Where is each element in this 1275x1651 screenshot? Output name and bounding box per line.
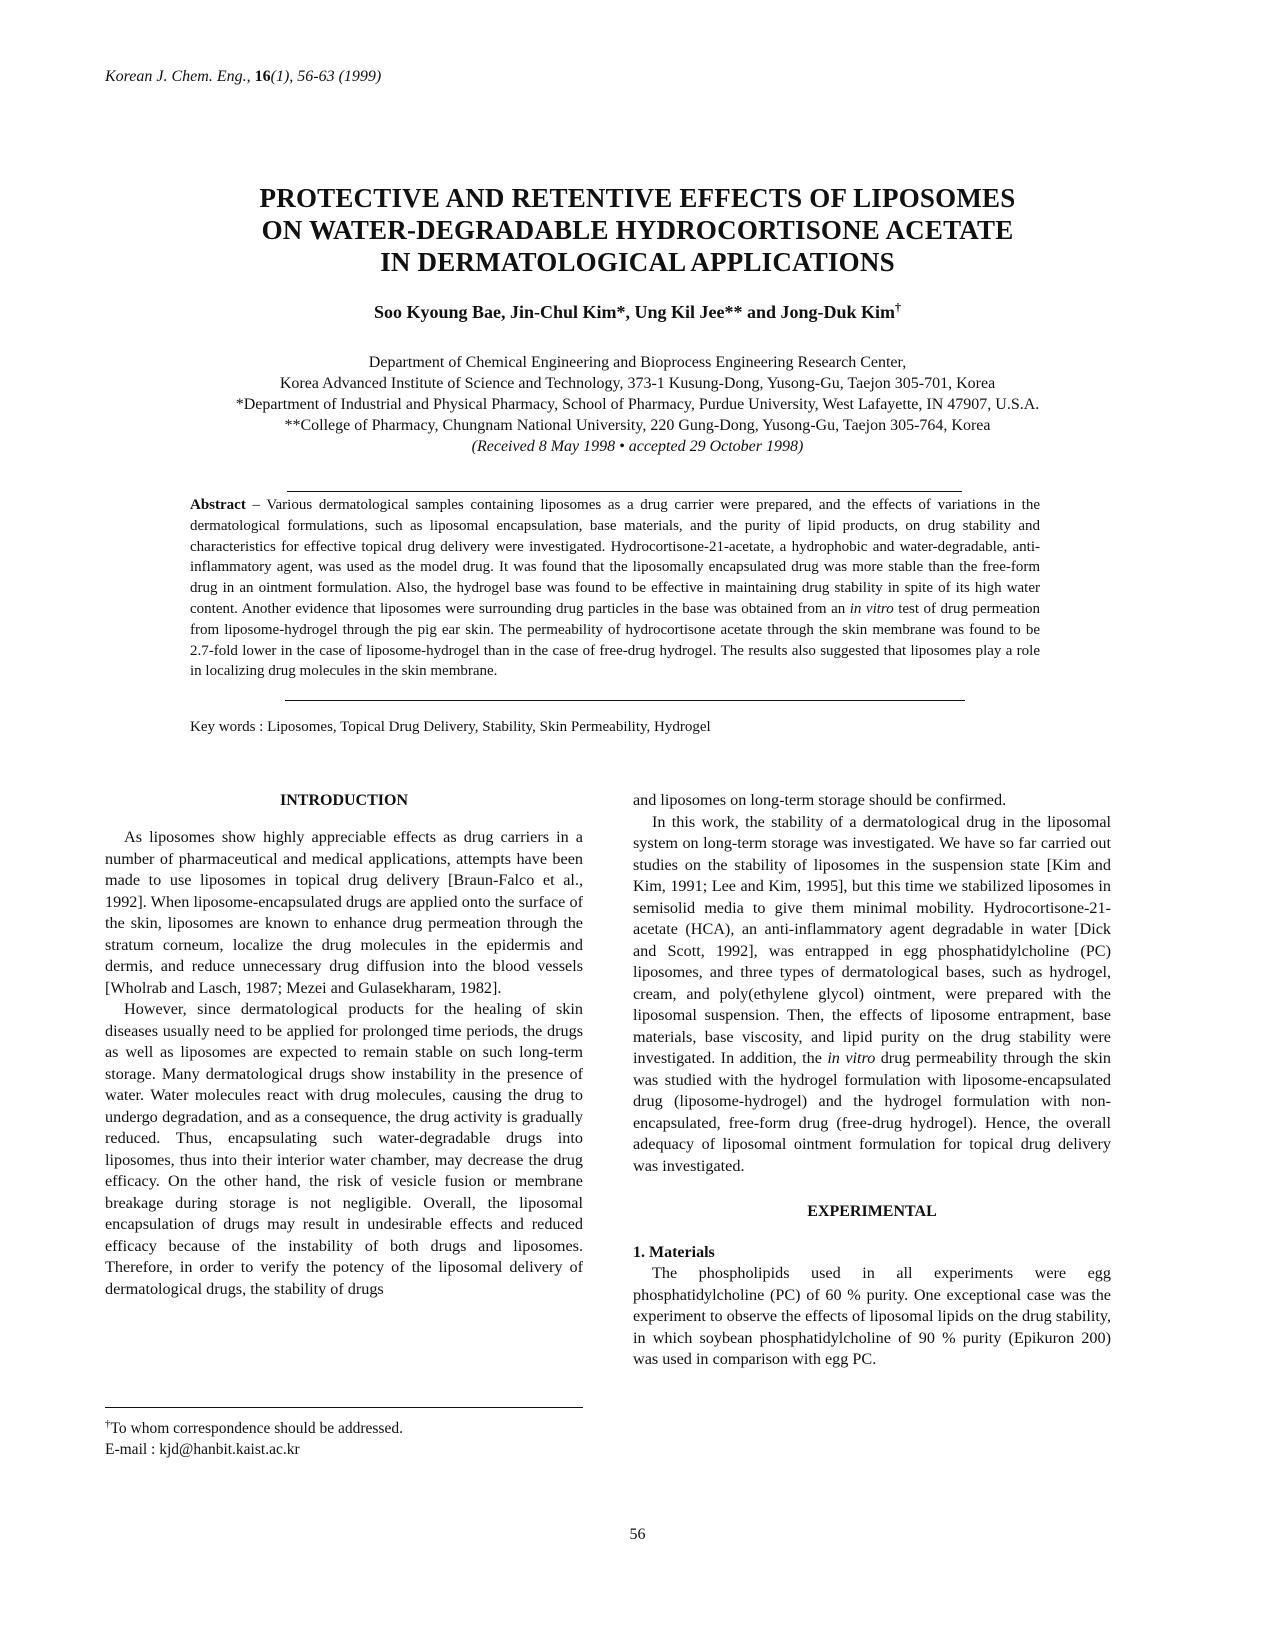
- abstract-text-2: test of drug permeation from liposome-hydrogel through the pig ear skin. The permeability of hydrocortisone acetate through the skin membrane was found to be 2.7-fold lower in the case of liposome-hydrogel than in the case of free-drug hydrogel. The results also suggested that liposomes play a role in localizing drug molecules in the skin membrane.: [190, 600, 1040, 680]
- introduction-paragraph-3: and liposomes on long-term storage should be confirmed.: [633, 791, 1007, 809]
- journal-volume: 16: [254, 68, 271, 85]
- footnote-correspondence: To whom correspondence should be addressed.: [110, 1420, 403, 1438]
- footnote-email: E-mail : kjd@hanbit.kaist.ac.kr: [105, 1441, 300, 1459]
- left-column: [105, 790, 583, 1300]
- corresponding-author-mark: †: [895, 300, 902, 314]
- introduction-p4-text-b: drug permeability through the skin was studied with the hydrogel formulation with liposome-encapsulated drug (liposome-hydrogel) and the hydrogel formulation with non-encapsulated, free-form drug (free-drug hydrogel). Hence, the overall adequacy of liposomal ointment formulation for topical drug delivery was investigated.: [633, 1049, 1111, 1175]
- received-dates: (Received 8 May 1998 • accepted 29 October 1998): [471, 438, 804, 455]
- title-line-2: ON WATER-DEGRADABLE HYDROCORTISONE ACETATE: [261, 215, 1014, 245]
- page-number: 56: [629, 1526, 646, 1543]
- paper-title: [140, 182, 1135, 278]
- affiliation-line-2: Korea Advanced Institute of Science and Technology, 373-1 Kusung-Dong, Yusong-Gu, Taejon 305-701, Korea: [279, 375, 996, 392]
- abstract-separator: –: [245, 497, 267, 513]
- keywords-text: Liposomes, Topical Drug Delivery, Stability, Skin Permeability, Hydrogel: [267, 719, 711, 735]
- abstract-bottom-rule: [285, 700, 965, 701]
- author-list: [140, 300, 1135, 323]
- footnote-rule: [105, 1407, 583, 1408]
- keywords-label: Key words :: [190, 719, 268, 735]
- affiliation-line-4: **College of Pharmacy, Chungnam National University, 220 Gung-Dong, Yusong-Gu, Taejon 305-764, Korea: [284, 417, 991, 434]
- materials-paragraph-1: The phospholipids used in all experiments were egg phosphatidylcholine (PC) of 60 % purity. One exceptional case was the experiment to observe the effects of liposomal lipids on the drug stability, in which soybean phosphatidylcholine of 90 % purity (Epikuron 200) was used in comparison with egg PC.: [633, 1264, 1111, 1368]
- abstract-italic: in vitro: [849, 600, 894, 617]
- affiliation-line-1: Department of Chemical Engineering and Bioprocess Engineering Research Center,: [368, 354, 907, 371]
- journal-issue-pages-year: (1), 56-63 (1999): [270, 68, 382, 85]
- introduction-heading: INTRODUCTION: [279, 792, 408, 809]
- affiliation-line-3: *Department of Industrial and Physical Pharmacy, School of Pharmacy, Purdue University, West Lafayette, IN 47907, U.S.A.: [235, 396, 1040, 413]
- footnote-line-1: [105, 1414, 403, 1439]
- footnote-mark: †: [105, 1418, 111, 1430]
- keywords: [190, 717, 1040, 737]
- right-column: [633, 790, 1111, 1371]
- introduction-paragraph-2: However, since dermatological products for the healing of skin diseases usually need to be applied for prolonged time periods, the drugs as well as liposomes are expected to remain stable on such long-term storage. Many dermatological drugs show instability in the presence of water. Water molecules react with drug molecules, causing the drug to undergo degradation, and as a consequence, the drug activity is gradually reduced. Thus, encapsulating such water-degradable drugs into liposomes, thus into their interior water chamber, may decrease the drug efficacy. On the other hand, the risk of vesicle fusion or membrane breakage during storage is not negligible. Overall, the liposomal encapsulation of drugs may result in undesirable effects and reduced efficacy because of the instability of both drugs and liposomes. Therefore, in order to verify the potency of the liposomal delivery of dermatological drugs, the stability of drugs: [105, 1000, 583, 1298]
- abstract-text-1: Various dermatological samples containing liposomes as a drug carrier were prepared, and the effects of variations in the dermatological formulations, such as liposomal encapsulation, base materials, and the purity of lipid products, on drug stability and characteristics for effective topical drug delivery were investigated. Hydrocortisone-21-acetate, a hydrophobic and water-degradable, anti-inflammatory agent, was used as the model drug. It was found that the liposomally encapsulated drug was more stable than the free-form drug in an ointment formulation. Also, the hydrogel base was found to be effective in maintaining drug stability in spite of its high water content. Another evidence that liposomes were surrounding drug particles in the base was obtained from an: [190, 497, 1040, 617]
- introduction-p4-italic: in vitro: [827, 1049, 876, 1067]
- abstract-top-rule: [287, 491, 962, 492]
- title-line-3: IN DERMATOLOGICAL APPLICATIONS: [380, 247, 895, 277]
- journal-name: Korean J. Chem. Eng.,: [105, 68, 251, 85]
- author-names: Soo Kyoung Bae, Jin-Chul Kim*, Ung Kil Jee** and Jong-Duk Kim: [373, 302, 896, 322]
- affiliations: [60, 352, 1215, 457]
- introduction-paragraph-4: [633, 812, 1111, 1178]
- introduction-p4-text-a: In this work, the stability of a dermatological drug in the liposomal system on long-term storage was investigated. We have so far carried out studies on the stability of liposomes in the suspension state [Kim and Kim, 1991; Lee and Kim, 1995], but this time we stabilized liposomes in semisolid media to give them minimal mobility. Hydrocortisone-21-acetate (HCA), an anti-inflammatory agent degradable in water [Dick and Scott, 1992], was entrapped in egg phosphatidylcholine (PC) liposomes, and three types of dermatological bases, such as hydrogel, cream, and poly(ethylene glycol) ointment, were prepared with the liposomal suspension. Then, the effects of liposome entrapment, base materials, base viscosity, and lipid purity on the drug stability were investigated. In addition, the: [633, 812, 1111, 1067]
- title-line-1: PROTECTIVE AND RETENTIVE EFFECTS OF LIPOSOMES: [259, 183, 1016, 213]
- abstract-label: Abstract: [190, 497, 246, 513]
- abstract: [190, 495, 1040, 682]
- introduction-paragraph-1: As liposomes show highly appreciable effects as drug carriers in a number of pharmaceutical and medical applications, attempts have been made to use liposomes in topical drug delivery [Braun-Falco et al., 1992]. When liposome-encapsulated drugs are applied onto the surface of the skin, liposomes are known to enhance drug permeation through the stratum corneum, localize the drug molecules in the epidermis and dermis, and reduce unnecessary drug diffusion into the blood vessels [Wholrab and Lasch, 1987; Mezei and Gulasekharam, 1982].: [105, 828, 583, 997]
- experimental-heading: EXPERIMENTAL: [807, 1203, 937, 1220]
- footnote: [105, 1414, 403, 1460]
- materials-subheading: 1. Materials: [633, 1244, 715, 1261]
- journal-reference: [105, 68, 381, 86]
